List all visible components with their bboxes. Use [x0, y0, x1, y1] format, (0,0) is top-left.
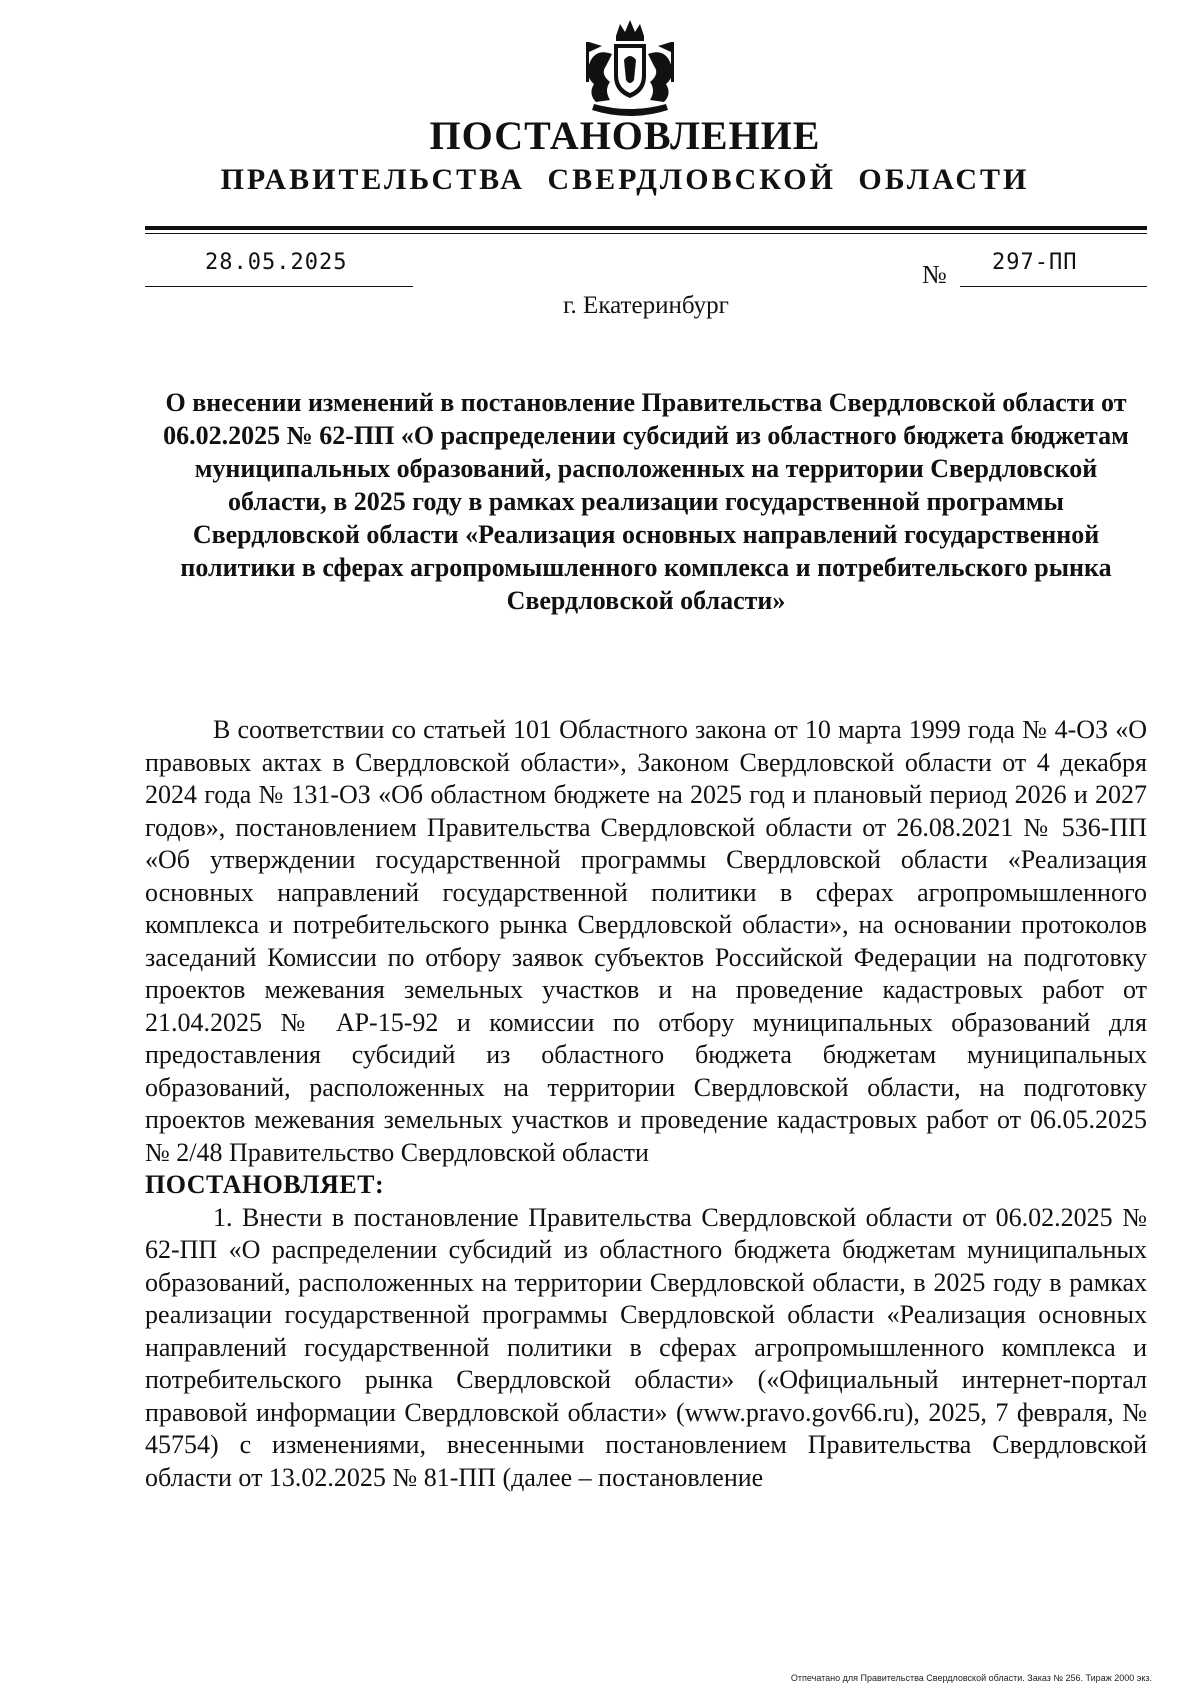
document-heading: О внесении изменений в постановление Правительства Свердловской области от 06.02.2025 № 62-ПП «О распределении субсидий из областного бюджета бюджетам муниципальных образований, расположенных на территории Свердловской области, в 2025 году в рамках реализации государственной программы Свердловской области «Реализация основных направлений государственной политики в сферах агропромышленного комплекса и потребительского рынка Свердловской области» [163, 388, 1129, 615]
header-rule-thick [145, 226, 1147, 230]
print-note: Отпечатано для Правительства Свердловской области. Заказ № 256. Тираж 2000 экз. [790, 1673, 1152, 1683]
number-sign: № [922, 260, 947, 289]
preamble-paragraph: В соответствии со статьей 101 Областного закона от 10 марта 1999 года № 4-ОЗ «О правовых актах в Свердловской области», Законом Свердловской области от 4 декабря 2024 года № 131-ОЗ «Об областном бюджете на 2025 год и плановый период 2026 и 2027 годов», постановлением Правительства Свердловской области от 26.08.2021 № 536-ПП «Об утверждении государственной программы Свердловской области «Реализация основных направлений государственной политики в сферах агропромышленного комплекса и потребительского рынка Свердловской области», на основании протоколов заседаний Комиссии по отбору заявок субъектов Российской Федерации на подготовку проектов межевания земельных участков и на проведение кадастровых работ от 21.04.2025 № АР-15-92 и комиссии по отбору муниципальных образований для предоставления субсидий из областного бюджета бюджетам муниципальных образований, расположенных на территории Свердловской области, на подготовку проектов межевания земельных участков и проведение кадастровых работ от 06.05.2025 № 2/48 Правительство Свердловской области [145, 715, 1147, 1167]
date-field [145, 248, 413, 287]
header-rule-thin [145, 233, 1147, 234]
number-field [960, 248, 1147, 287]
document-body [145, 714, 1147, 1494]
item-1-paragraph: 1. Внести в постановление Правительства Свердловской области от 06.02.2025 № 62-ПП «О распределении субсидий из областного бюджета бюджетам муниципальных образований, расположенных на территории Свердловской области, в 2025 году в рамках реализации государственной программы Свердловской области «Реализация основных направлений государственной политики в сферах агропромышленного комплекса и потребительского рынка Свердловской области» («Официальный интернет-портал правовой информации Свердловской области» (www.pravo.gov66.ru), 2025, 7 февраля, № 45754) с изменениями, внесенными постановлением Правительства Свердловской области от 13.02.2025 № 81-ПП (далее – постановление [145, 1202, 1147, 1492]
decree-word: ПОСТАНОВЛЯЕТ: [145, 1170, 385, 1199]
document-number: 297-ПП [992, 250, 1078, 275]
issuing-authority: ПРАВИТЕЛЬСТВА СВЕРДЛОВСКОЙ ОБЛАСТИ [220, 163, 1030, 196]
coat-of-arms-icon [570, 14, 690, 124]
document-type-title: ПОСТАНОВЛЕНИЕ [429, 113, 821, 158]
city-of-issue: г. Екатеринбург [563, 292, 729, 319]
document-date: 28.05.2025 [205, 250, 348, 275]
